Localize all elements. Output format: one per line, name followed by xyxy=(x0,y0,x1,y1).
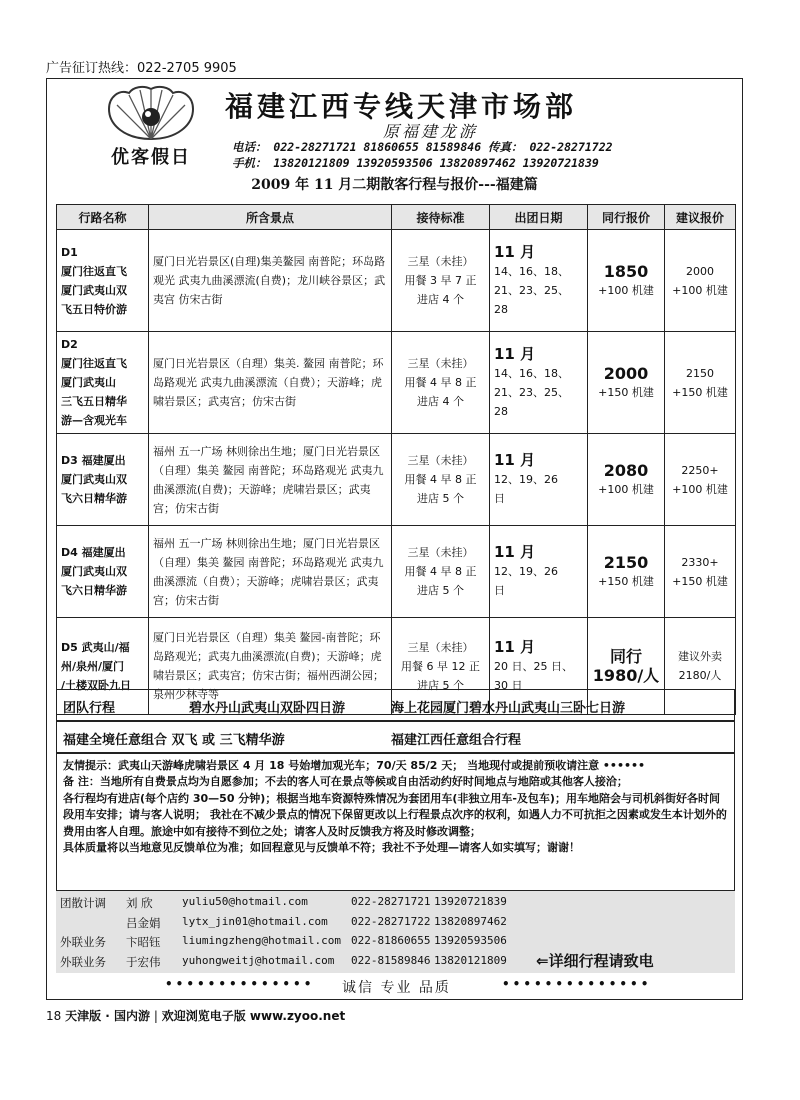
departure-month: 11 月 xyxy=(494,451,536,469)
slogan-bar xyxy=(47,977,742,997)
staff-mobile: 13820121809 xyxy=(434,953,507,967)
table-row xyxy=(57,434,736,526)
call-for-details: ⇐详细行程请致电 xyxy=(536,952,654,970)
ad-hotline: 广告征订热线：022-2705 9905 xyxy=(46,61,237,76)
reception-standard: 三星（未挂） 用餐 6 早 12 正 进店 5 个 xyxy=(392,618,490,715)
departure-month: 11 月 xyxy=(494,543,536,561)
group-tour-b: 海上花园厦门碧水丹山武夷山三卧七日游 xyxy=(391,701,626,716)
column-header: 建议报价 xyxy=(665,205,736,230)
peer-price xyxy=(588,526,665,618)
staff-email[interactable]: liumingzheng@hotmail.com xyxy=(182,934,341,947)
departure-dates xyxy=(490,526,588,618)
route-name: D3 福建厦出 厦门武夷山双 飞六日精华游 xyxy=(57,434,149,526)
staff-phone: 022-28271722 xyxy=(351,914,431,928)
staff-email[interactable]: lytx_jin01@hotmail.com xyxy=(182,914,328,928)
document-title: 2009 年 11 月二期散客行程与报价---福建篇 xyxy=(251,177,538,193)
group-label: 团队行程 xyxy=(63,701,116,716)
logo xyxy=(95,85,207,168)
peer-price xyxy=(588,332,665,434)
company-name: 福建江西专线天津市场部 xyxy=(225,90,578,123)
sights: 福州 五一广场 林则徐出生地；厦门日光岩景区（自理）集美 鳌园 南普陀；环岛路观光 武夷九曲溪漂流(自费)；天游峰；虎啸岩景区；武夷宫；仿宋古街 xyxy=(149,434,392,526)
staff-role: 外联业务 xyxy=(60,935,106,949)
departure-month: 11 月 xyxy=(494,242,536,261)
column-header: 出团日期 xyxy=(490,205,588,230)
staff-name: 吕金娟 xyxy=(126,915,161,930)
staff-mobile: 13920593506 xyxy=(434,934,507,947)
contact-mobile: 手机： 13820121809 13920593506 13820897462 13920721839 xyxy=(232,156,599,170)
staff-name: 于宏伟 xyxy=(126,954,161,969)
page-footer: 18 天津版 · 国内游 | 欢迎浏览电子版 www.zyoo.net xyxy=(46,1009,346,1023)
group-tours-bar xyxy=(56,689,735,721)
staff-role: 团散计调 xyxy=(60,896,106,910)
departure-month: 11 月 xyxy=(494,344,536,363)
table-row xyxy=(57,332,736,434)
edition: 天津版 · 国内游 xyxy=(65,1009,151,1023)
note-shopping: 各行程均有进店(每个店约 30—50 分钟)；根据当地车资源特殊情况为套团用车(非独立用车-及包车)；用车地陪会与司机斜街好各时间段用车安排；请与客人说明； 我社在不减少景点的情况下保留更改以上行程景点次序的权利，如遇人力不可抗拒之因素或发生本计划外的费用由客人自理。旅途中如有接待不到位之处；请客人及时反馈我方将及时修改调整； xyxy=(63,791,727,838)
table-header-row xyxy=(57,205,736,230)
column-header: 接待标准 xyxy=(392,205,490,230)
departure-days: 14、16、18、 21、23、25、 28 xyxy=(494,264,569,316)
staff-mobile: 13820897462 xyxy=(434,914,507,928)
departure-days: 12、19、26 日 xyxy=(494,565,558,597)
staff-role: 外联业务 xyxy=(60,954,106,969)
advertisement-frame xyxy=(46,78,743,1000)
sights: 厦门日光岩景区（自理）集美. 鳌园 南普陀；环岛路观光 武夷九曲溪漂流（自费）；天游峰；虎啸岩景区；武夷宫；仿宋古街 xyxy=(149,332,392,434)
route-name: D1 厦门往返直飞 厦门武夷山双 飞五日特价游 xyxy=(57,230,149,332)
table-row xyxy=(57,526,736,618)
peer-price-value: 同行 1980/人 xyxy=(592,647,660,685)
departure-days: 14、16、18、 21、23、25、 28 xyxy=(494,366,569,418)
departure-dates xyxy=(490,230,588,332)
group-tour-a: 碧水丹山武夷山双卧四日游 xyxy=(189,701,346,716)
peer-price xyxy=(588,434,665,526)
staff-phone: 022-81589846 xyxy=(351,953,431,967)
staff-phone: 022-81860655 xyxy=(351,934,431,947)
suggested-price: 2000 +100 机建 xyxy=(665,230,736,332)
staff-email[interactable]: yuliu50@hotmail.com xyxy=(182,895,308,908)
slogan: 诚信 专业 品质 xyxy=(342,980,451,996)
staff-contacts xyxy=(56,891,735,973)
note-quality: 具体质量将以当地意见反馈单位为准；如回程意见与反馈单不符；我社不予处理—请客人如实填写；谢谢！ xyxy=(63,841,580,855)
logo-text: 优客假日 xyxy=(111,147,191,168)
combo-tour-b: 福建江西任意组合行程 xyxy=(391,733,522,748)
column-header: 行路名称 xyxy=(57,205,149,230)
departure-dates xyxy=(490,434,588,526)
note-tip: 友情提示：武夷山天游峰虎啸岩景区 4 月 18 号始增加观光车；70/天 85/2 天； 当地现付或提前预收请注意 •••••• xyxy=(63,759,646,772)
route-name: D4 福建厦出 厦门武夷山双 飞六日精华游 xyxy=(57,526,149,618)
shell-logo-icon xyxy=(95,85,207,145)
sights: 福州 五一广场 林则徐出生地；厦门日光岩景区（自理）集美 鳌园 南普陀；环岛路观光 武夷九曲溪漂流（自费）；天游峰；虎啸岩景区；武夷宫；仿宋古街 xyxy=(149,526,392,618)
staff-email[interactable]: yuhongweitj@hotmail.com xyxy=(182,953,335,967)
staff-name: 刘 欣 xyxy=(126,896,153,910)
peer-price-value: 2150 xyxy=(603,552,649,572)
header xyxy=(47,79,742,174)
staff-row xyxy=(56,895,735,914)
notes-box xyxy=(56,753,735,891)
departure-month: 11 月 xyxy=(494,637,536,656)
sights: 厦门日光岩景区（自理）集美 鳌园-南普陀；环岛路观光；武夷九曲溪漂流(自费)；天游峰；虎啸岩景区；武夷宫；仿宋古街；福州西湖公园；泉州少林寺等 xyxy=(149,618,392,715)
peer-price-note: +150 机建 xyxy=(598,574,654,588)
dots-left: •••••••••••••• xyxy=(165,977,315,991)
sights: 厦门日光岩景区(自理)集美鳌园 南普陀；环岛路观光 武夷九曲溪漂流(自费)；龙川峡谷景区；武夷宫 仿宋古街 xyxy=(149,230,392,332)
peer-price-value: 2080 xyxy=(603,460,649,480)
route-name: D5 武夷山/福 州/泉州/厦门 /土楼双卧九日 xyxy=(57,618,149,715)
departure-dates xyxy=(490,332,588,434)
column-header: 所含景点 xyxy=(149,205,392,230)
reception-standard: 三星（未挂） 用餐 4 早 8 正 进店 5 个 xyxy=(392,526,490,618)
departure-days: 12、19、26 日 xyxy=(494,473,558,505)
peer-price-value: 2000 xyxy=(603,363,649,383)
departure-days: 20 日、25 日、 30 日 xyxy=(494,659,573,692)
peer-price-note: +100 机建 xyxy=(598,283,654,297)
route-name: D2 厦门往返直飞 厦门武夷山 三飞五日精华 游—含观光车 xyxy=(57,332,149,434)
suggested-price: 建议外卖 2180/人 xyxy=(665,618,736,715)
former-name: 原福建龙游 xyxy=(383,122,479,141)
tour-table xyxy=(56,204,736,715)
staff-name: 卞昭钰 xyxy=(126,935,161,949)
staff-mobile: 13920721839 xyxy=(434,895,507,908)
suggested-price: 2330+ +150 机建 xyxy=(665,526,736,618)
dots-right: •••••••••••••• xyxy=(502,977,652,991)
column-header: 同行报价 xyxy=(588,205,665,230)
peer-price-note: +150 机建 xyxy=(598,385,654,399)
table-row xyxy=(57,230,736,332)
suggested-price: 2250+ +100 机建 xyxy=(665,434,736,526)
combo-tours-bar xyxy=(56,721,735,753)
page-number: 18 xyxy=(46,1009,62,1023)
reception-standard: 三星（未挂） 用餐 3 早 7 正 进店 4 个 xyxy=(392,230,490,332)
website: 欢迎浏览电子版 www.zyoo.net xyxy=(161,1009,346,1023)
peer-price-note: +100 机建 xyxy=(598,482,654,496)
contact-phone-fax: 电话： 022-28271721 81860655 81589846 传真： 022-28271722 xyxy=(232,140,613,154)
peer-price xyxy=(588,230,665,332)
arrow-left-icon: ⇐ xyxy=(536,952,549,970)
reception-standard: 三星（未挂） 用餐 4 早 8 正 进店 4 个 xyxy=(392,332,490,434)
staff-row xyxy=(56,915,735,934)
suggested-price: 2150 +150 机建 xyxy=(665,332,736,434)
peer-price-value: 1850 xyxy=(603,261,649,281)
combo-tour-a: 福建全境任意组合 双飞 或 三飞精华游 xyxy=(63,733,285,748)
staff-phone: 022-28271721 xyxy=(351,895,431,908)
note-remark: 备 注：当地所有自费景点均为自愿参加；不去的客人可在景点等候或自由活动约好时间地点与地陪或其他客人接洽； xyxy=(63,775,628,789)
reception-standard: 三星（未挂） 用餐 4 早 8 正 进店 5 个 xyxy=(392,434,490,526)
